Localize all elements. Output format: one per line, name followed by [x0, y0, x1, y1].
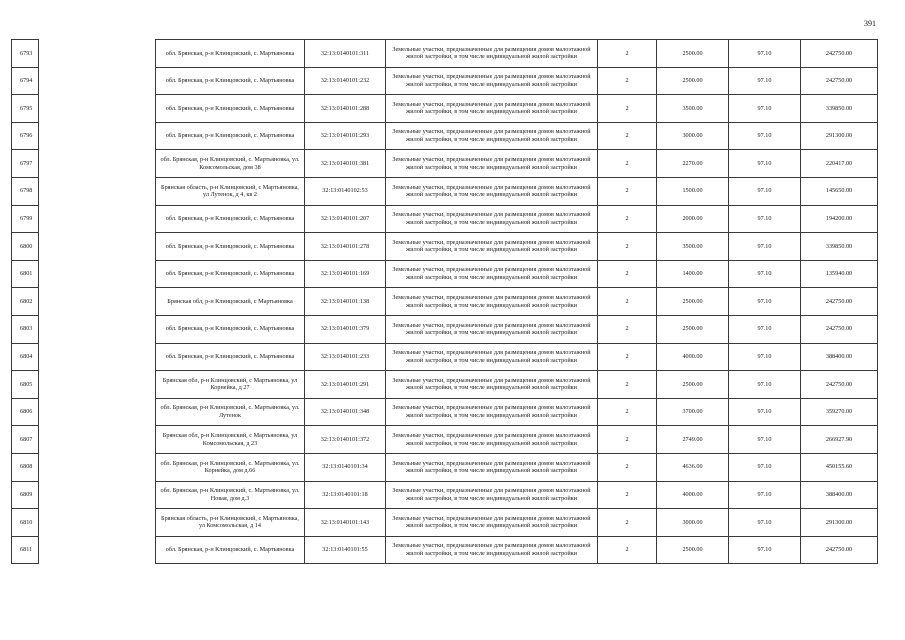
- land-purpose-cell: Земельные участки, предназначенные для размещения домов малоэтажной жилой застройки, в том числе индивидуальной жилой застройки: [386, 40, 598, 68]
- spacer-cell: [39, 481, 156, 509]
- land-purpose-cell: Земельные участки, предназначенные для размещения домов малоэтажной жилой застройки, в том числе индивидуальной жилой застройки: [386, 122, 598, 150]
- spacer-cell: [39, 371, 156, 399]
- spacer-cell: [39, 205, 156, 233]
- cadastral-value-cell: 145650.00: [801, 177, 878, 205]
- rate-cell: 97.10: [729, 150, 801, 178]
- address-cell: Брянская обл, р-н Клинцовский, с Мартьяновка, ул Корнейка, д 27: [156, 371, 305, 399]
- row-number-cell: 6806: [12, 398, 39, 426]
- group-cell: 2: [598, 536, 657, 564]
- row-number-cell: 6793: [12, 40, 39, 68]
- rate-cell: 97.10: [729, 177, 801, 205]
- cadastral-number-cell: 32:13:0140101:143: [305, 509, 386, 537]
- rate-cell: 97.10: [729, 536, 801, 564]
- cadastral-number-cell: 32:13:0140101:233: [305, 343, 386, 371]
- row-number-cell: 6807: [12, 426, 39, 454]
- cadastral-value-cell: 359270.00: [801, 398, 878, 426]
- table-row: [12, 177, 878, 205]
- area-cell: 2500.00: [657, 536, 729, 564]
- area-cell: 3700.00: [657, 398, 729, 426]
- address-cell: обл. Брянская, р-н Клинцовский, с. Мартьяновка: [156, 67, 305, 95]
- address-cell: Брянская область, р-н Клинцовский, с Мартьяновка, ул Комсомольская, д 14: [156, 509, 305, 537]
- land-purpose-cell: Земельные участки, предназначенные для размещения домов малоэтажной жилой застройки, в том числе индивидуальной жилой застройки: [386, 536, 598, 564]
- address-cell: обл. Брянская, р-н Клинцовский, с. Мартьяновка: [156, 233, 305, 261]
- group-cell: 2: [598, 95, 657, 123]
- area-cell: 4000.00: [657, 343, 729, 371]
- table-row: [12, 150, 878, 178]
- cadastral-value-cell: 194200.00: [801, 205, 878, 233]
- land-purpose-cell: Земельные участки, предназначенные для размещения домов малоэтажной жилой застройки, в том числе индивидуальной жилой застройки: [386, 398, 598, 426]
- address-cell: Брянская обл, р-н Клинцовский, с Мартьяновка, ул Комсомольская, д 23: [156, 426, 305, 454]
- cadastral-number-cell: 32:13:0140101:138: [305, 288, 386, 316]
- rate-cell: 97.10: [729, 95, 801, 123]
- rate-cell: 97.10: [729, 260, 801, 288]
- address-cell: обл. Брянская, р-н Клинцовский, с. Мартьяновка: [156, 343, 305, 371]
- cadastral-value-cell: 266927.90: [801, 426, 878, 454]
- area-cell: 2270.00: [657, 150, 729, 178]
- cadastral-value-cell: 242750.00: [801, 40, 878, 68]
- table-row: [12, 40, 878, 68]
- table-body: [12, 40, 878, 564]
- land-purpose-cell: Земельные участки, предназначенные для размещения домов малоэтажной жилой застройки, в том числе индивидуальной жилой застройки: [386, 343, 598, 371]
- table-row: [12, 122, 878, 150]
- area-cell: 1400.00: [657, 260, 729, 288]
- address-cell: обл. Брянская, р-н Клинцовский, с. Мартьяновка, ул. Корнейка, дом д.66: [156, 453, 305, 481]
- row-number-cell: 6802: [12, 288, 39, 316]
- row-number-cell: 6804: [12, 343, 39, 371]
- table-row: [12, 453, 878, 481]
- spacer-cell: [39, 426, 156, 454]
- cadastral-number-cell: 32:13:0140101:55: [305, 536, 386, 564]
- rate-cell: 97.10: [729, 453, 801, 481]
- row-number-cell: 6797: [12, 150, 39, 178]
- row-number-cell: 6808: [12, 453, 39, 481]
- page-number: 391: [864, 19, 876, 28]
- address-cell: обл. Брянская, р-н Клинцовский, с. Мартьяновка, ул. Лутенок: [156, 398, 305, 426]
- table-row: [12, 343, 878, 371]
- cadastral-number-cell: 32:13:0140101:379: [305, 315, 386, 343]
- land-purpose-cell: Земельные участки, предназначенные для размещения домов малоэтажной жилой застройки, в том числе индивидуальной жилой застройки: [386, 509, 598, 537]
- land-purpose-cell: Земельные участки, предназначенные для размещения домов малоэтажной жилой застройки, в том числе индивидуальной жилой застройки: [386, 315, 598, 343]
- spacer-cell: [39, 315, 156, 343]
- area-cell: 3500.00: [657, 95, 729, 123]
- cadastral-number-cell: 32:13:0140101:311: [305, 40, 386, 68]
- table-row: [12, 371, 878, 399]
- cadastral-number-cell: 32:13:0140101:278: [305, 233, 386, 261]
- spacer-cell: [39, 536, 156, 564]
- table-row: [12, 398, 878, 426]
- area-cell: 4636.00: [657, 453, 729, 481]
- spacer-cell: [39, 343, 156, 371]
- row-number-cell: 6796: [12, 122, 39, 150]
- land-purpose-cell: Земельные участки, предназначенные для размещения домов малоэтажной жилой застройки, в том числе индивидуальной жилой застройки: [386, 453, 598, 481]
- table-row: [12, 260, 878, 288]
- area-cell: 2500.00: [657, 67, 729, 95]
- cadastral-value-cell: 242750.00: [801, 371, 878, 399]
- table-row: [12, 509, 878, 537]
- rate-cell: 97.10: [729, 205, 801, 233]
- cadastral-value-cell: 339850.00: [801, 95, 878, 123]
- table-row: [12, 426, 878, 454]
- row-number-cell: 6800: [12, 233, 39, 261]
- land-purpose-cell: Земельные участки, предназначенные для размещения домов малоэтажной жилой застройки, в том числе индивидуальной жилой застройки: [386, 205, 598, 233]
- row-number-cell: 6811: [12, 536, 39, 564]
- group-cell: 2: [598, 233, 657, 261]
- table-row: [12, 315, 878, 343]
- address-cell: обл. Брянская, р-н Клинцовский, с. Мартьяновка: [156, 95, 305, 123]
- land-purpose-cell: Земельные участки, предназначенные для размещения домов малоэтажной жилой застройки, в том числе индивидуальной жилой застройки: [386, 67, 598, 95]
- row-number-cell: 6805: [12, 371, 39, 399]
- group-cell: 2: [598, 288, 657, 316]
- spacer-cell: [39, 509, 156, 537]
- group-cell: 2: [598, 453, 657, 481]
- address-cell: Брянская обл, р-н Клинцовский, с Мартьяновка: [156, 288, 305, 316]
- address-cell: обл. Брянская, р-н Клинцовский, с. Мартьяновка: [156, 315, 305, 343]
- land-purpose-cell: Земельные участки, предназначенные для размещения домов малоэтажной жилой застройки, в том числе индивидуальной жилой застройки: [386, 481, 598, 509]
- spacer-cell: [39, 288, 156, 316]
- cadastral-number-cell: 32:13:0140101:207: [305, 205, 386, 233]
- spacer-cell: [39, 233, 156, 261]
- table-row: [12, 288, 878, 316]
- group-cell: 2: [598, 177, 657, 205]
- land-purpose-cell: Земельные участки, предназначенные для размещения домов малоэтажной жилой застройки, в том числе индивидуальной жилой застройки: [386, 288, 598, 316]
- row-number-cell: 6794: [12, 67, 39, 95]
- area-cell: 2000.00: [657, 205, 729, 233]
- cadastral-number-cell: 32:13:0140101:34: [305, 453, 386, 481]
- area-cell: 2500.00: [657, 40, 729, 68]
- row-number-cell: 6810: [12, 509, 39, 537]
- cadastral-number-cell: 32:13:0140101:18: [305, 481, 386, 509]
- land-purpose-cell: Земельные участки, предназначенные для размещения домов малоэтажной жилой застройки, в том числе индивидуальной жилой застройки: [386, 95, 598, 123]
- group-cell: 2: [598, 40, 657, 68]
- table-row: [12, 205, 878, 233]
- address-cell: обл. Брянская, р-н Клинцовский, с. Мартьяновка: [156, 205, 305, 233]
- spacer-cell: [39, 150, 156, 178]
- group-cell: 2: [598, 481, 657, 509]
- cadastral-value-cell: 388400.00: [801, 481, 878, 509]
- spacer-cell: [39, 122, 156, 150]
- spacer-cell: [39, 453, 156, 481]
- cadastral-number-cell: 32:13:0140101:288: [305, 95, 386, 123]
- land-purpose-cell: Земельные участки, предназначенные для размещения домов малоэтажной жилой застройки, в том числе индивидуальной жилой застройки: [386, 233, 598, 261]
- rate-cell: 97.10: [729, 122, 801, 150]
- land-purpose-cell: Земельные участки, предназначенные для размещения домов малоэтажной жилой застройки, в том числе индивидуальной жилой застройки: [386, 150, 598, 178]
- spacer-cell: [39, 40, 156, 68]
- cadastral-value-cell: 291300.00: [801, 509, 878, 537]
- rate-cell: 97.10: [729, 40, 801, 68]
- row-number-cell: 6803: [12, 315, 39, 343]
- group-cell: 2: [598, 260, 657, 288]
- table-row: [12, 481, 878, 509]
- table-row: [12, 233, 878, 261]
- cadastral-number-cell: 32:13:0140101:291: [305, 371, 386, 399]
- area-cell: 2500.00: [657, 288, 729, 316]
- rate-cell: 97.10: [729, 288, 801, 316]
- row-number-cell: 6809: [12, 481, 39, 509]
- land-purpose-cell: Земельные участки, предназначенные для размещения домов малоэтажной жилой застройки, в том числе индивидуальной жилой застройки: [386, 177, 598, 205]
- area-cell: 3000.00: [657, 122, 729, 150]
- rate-cell: 97.10: [729, 67, 801, 95]
- address-cell: обл. Брянская, р-н Клинцовский, с. Мартьяновка: [156, 122, 305, 150]
- row-number-cell: 6799: [12, 205, 39, 233]
- cadastral-value-cell: 388400.00: [801, 343, 878, 371]
- cadastral-number-cell: 32:13:0140102:53: [305, 177, 386, 205]
- cadastral-value-cell: 339850.00: [801, 233, 878, 261]
- rate-cell: 97.10: [729, 233, 801, 261]
- cadastral-number-cell: 32:13:0140101:372: [305, 426, 386, 454]
- cadastral-number-cell: 32:13:0140101:348: [305, 398, 386, 426]
- cadastral-value-cell: 242750.00: [801, 67, 878, 95]
- land-parcels-table: [11, 39, 878, 564]
- land-purpose-cell: Земельные участки, предназначенные для размещения домов малоэтажной жилой застройки, в том числе индивидуальной жилой застройки: [386, 260, 598, 288]
- area-cell: 2500.00: [657, 371, 729, 399]
- row-number-cell: 6795: [12, 95, 39, 123]
- cadastral-value-cell: 220417.00: [801, 150, 878, 178]
- cadastral-number-cell: 32:13:0140101:232: [305, 67, 386, 95]
- rate-cell: 97.10: [729, 426, 801, 454]
- spacer-cell: [39, 398, 156, 426]
- address-cell: обл. Брянская, р-н Клинцовский, с. Мартьяновка, ул. Комсомольская, дом 38: [156, 150, 305, 178]
- spacer-cell: [39, 260, 156, 288]
- rate-cell: 97.10: [729, 509, 801, 537]
- cadastral-value-cell: 242750.00: [801, 288, 878, 316]
- cadastral-number-cell: 32:13:0140101:293: [305, 122, 386, 150]
- spacer-cell: [39, 67, 156, 95]
- rate-cell: 97.10: [729, 481, 801, 509]
- table-row: [12, 95, 878, 123]
- area-cell: 4000.00: [657, 481, 729, 509]
- land-purpose-cell: Земельные участки, предназначенные для размещения домов малоэтажной жилой застройки, в том числе индивидуальной жилой застройки: [386, 426, 598, 454]
- area-cell: 1500.00: [657, 177, 729, 205]
- group-cell: 2: [598, 509, 657, 537]
- land-purpose-cell: Земельные участки, предназначенные для размещения домов малоэтажной жилой застройки, в том числе индивидуальной жилой застройки: [386, 371, 598, 399]
- group-cell: 2: [598, 343, 657, 371]
- area-cell: 2500.00: [657, 315, 729, 343]
- group-cell: 2: [598, 315, 657, 343]
- area-cell: 3000.00: [657, 509, 729, 537]
- area-cell: 2749.00: [657, 426, 729, 454]
- address-cell: обл. Брянская, р-н Клинцовский, с. Мартьяновка, ул. Новая, дом д.3: [156, 481, 305, 509]
- cadastral-value-cell: 242750.00: [801, 315, 878, 343]
- address-cell: обл. Брянская, р-н Клинцовский, с. Мартьяновка: [156, 536, 305, 564]
- rate-cell: 97.10: [729, 343, 801, 371]
- group-cell: 2: [598, 205, 657, 233]
- table-row: [12, 536, 878, 564]
- group-cell: 2: [598, 426, 657, 454]
- cadastral-number-cell: 32:13:0140101:381: [305, 150, 386, 178]
- address-cell: Брянская область, р-н Клинцовский, с Мартьяновка, ул Лутенок, д 4, кв 2: [156, 177, 305, 205]
- address-cell: обл. Брянская, р-н Клинцовский, с. Мартьяновка: [156, 40, 305, 68]
- rate-cell: 97.10: [729, 371, 801, 399]
- cadastral-value-cell: 135940.00: [801, 260, 878, 288]
- rate-cell: 97.10: [729, 398, 801, 426]
- address-cell: обл. Брянская, р-н Клинцовский, с. Мартьяновка: [156, 260, 305, 288]
- cadastral-value-cell: 291300.00: [801, 122, 878, 150]
- cadastral-value-cell: 450155.60: [801, 453, 878, 481]
- cadastral-number-cell: 32:13:0140101:169: [305, 260, 386, 288]
- spacer-cell: [39, 177, 156, 205]
- cadastral-value-cell: 242750.00: [801, 536, 878, 564]
- row-number-cell: 6798: [12, 177, 39, 205]
- rate-cell: 97.10: [729, 315, 801, 343]
- group-cell: 2: [598, 398, 657, 426]
- group-cell: 2: [598, 67, 657, 95]
- row-number-cell: 6801: [12, 260, 39, 288]
- group-cell: 2: [598, 122, 657, 150]
- spacer-cell: [39, 95, 156, 123]
- area-cell: 3500.00: [657, 233, 729, 261]
- group-cell: 2: [598, 150, 657, 178]
- group-cell: 2: [598, 371, 657, 399]
- table-row: [12, 67, 878, 95]
